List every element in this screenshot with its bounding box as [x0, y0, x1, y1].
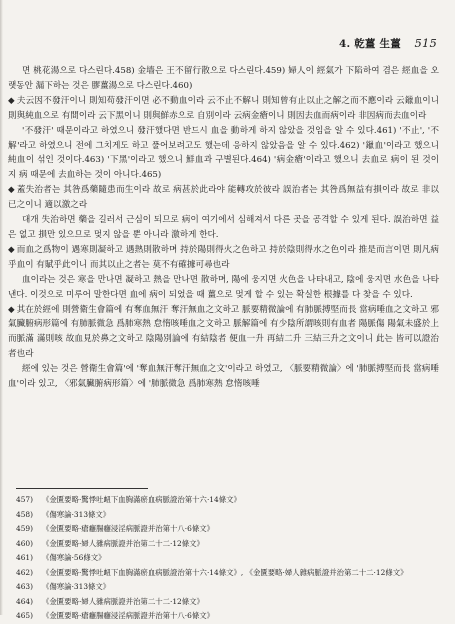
paragraph: 대개 失治하면 藥을 길러서 근심이 되므로 病이 여기에서 심해져서 다른 곳을 공격할 수 있게 된다. 誤治하면 益은 없고 損만 있으므로 멎지 않을 뿐 아니라 激하게 한다. — [8, 215, 439, 240]
footnotes — [16, 488, 439, 624]
footnote-text: 《金匱要略·瘡癰腸癰浸淫病脈證并治第十八·6條文》 — [42, 611, 214, 620]
footnote-number: 458) — [16, 509, 33, 519]
footnote — [16, 580, 439, 595]
diamond-bullet-icon: ◆ — [8, 95, 15, 106]
footnote-text: 《傷寒論·56條文》 — [42, 553, 106, 562]
page-gutter-shadow — [0, 0, 3, 615]
section-title: 4. 乾薑 生薑 — [339, 38, 401, 50]
footnote-number: 465) — [16, 611, 33, 620]
footnote — [16, 595, 439, 610]
footnote-text: 《金匱要略·驚悸吐衄下血胸滿瘀血病脈證治第十六·14條文》 — [42, 495, 241, 504]
paragraph: 血이라는 것은 寒을 만나면 凝하고 熱을 만나면 散하며, 陽에 웅지면 火色을 나타내고, 陰에 웅지면 水色을 나타낸다. 이것으로 미루어 말한다면 血에 病이 되었을 때 薑으로 멎게 할 수 있는 확실한 根據를 다 찾을 수 있다. — [8, 274, 439, 300]
diamond-bullet-icon: ◆ — [8, 304, 15, 315]
footnote-text: 《金匱要略·瘡癰腸癰浸淫病脈證并治第十八·6條文》 — [42, 524, 214, 533]
footnote — [16, 609, 439, 624]
running-header — [18, 36, 437, 51]
footnote-text: 《金匱要略·婦人雜病脈證并治第二十二·12條文》 — [42, 538, 204, 548]
footnote-text: 《傷寒論·313條文》 — [42, 509, 111, 519]
footnote — [16, 537, 439, 552]
paragraph: 經에 있는 것은 營衛生會篇'에 '奪血無汗奪汗無血之文'이라고 하였고, 〈脈要精微論〉에 '肺脈搏堅而長 當病唾血'이라 있고, 〈邪氣臟腑病形篇〉에 '肺脈微急 爲肺寒熱 怠惰咳唾 — [8, 364, 439, 390]
bullet-paragraph — [8, 303, 439, 363]
footnote-text: 《傷寒論·313條文》 — [42, 582, 111, 591]
footnote — [16, 493, 439, 508]
footnote-number: 462) — [16, 567, 33, 577]
footnote-number: 463) — [16, 582, 33, 591]
bullet-paragraph — [8, 183, 439, 213]
bullet-paragraph — [8, 243, 439, 273]
footnote-number: 459) — [16, 524, 33, 533]
paragraph: 면 桃花湯으로 다스린다.458) 金墻은 王不留行散으로 다스린다.459) 婦人이 經氣가 下陷하여 겸은 經血을 오랫동안 漏下하는 것은 膠薑湯으로 다스린다.460) — [8, 66, 439, 91]
bullet-paragraph — [8, 94, 439, 124]
diamond-bullet-icon: ◆ — [8, 185, 15, 196]
footnote — [16, 551, 439, 566]
paragraph-text: 而血之爲物이 遇寒則凝하고 遇熱則散하며 持於陽則得火之色하고 持於陰則得水之色이라 推是而言이면 則凡病乎血이 有賦乎此이니 而其以止之者는 莫不有確據可尋也라 — [8, 244, 440, 270]
paragraph: '不發汗' 때문이라고 하였으니 發汗했다면 반드시 血을 動하게 하지 않았을 것임을 알 수 있다.461) '不止', '不解'라고 하였으니 전에 그치게도 하고 풀어보려고도 했는데 응하지 않았음을 알 수 있다.462) '鑞血'이라고 했으니 純血이 섞인 것이다.463) '下黑'이라고 했으니 鮮血과 구별된다.464) '病金瘡'이라고 했으니 去血로 病이 된 것이지 病 때문에 去血하는 것이 아니다.465) — [8, 125, 439, 181]
paragraph-text: 其在於經에 則營衛生會篇에 有奪血無汗 奪汗無血之文하고 脈要精微論에 有肺脈搏堅而長 當病唾血之文하고 邪氣臟腑病形篇에 有肺脈微急 爲肺寒熱 怠惰咳唾血之文하고 脈解篇에 有少陰所謂咳則有血者 陽脈傷 陽氣未盛於上而脈滿 滿則咳 故血見於鼻之文하고 陰陽別論에 有結陰者 便血一升 再結二升 三結三升之文이니 此는 皆可以證治者也라 — [8, 304, 439, 360]
footnote-text: 《金匱要略·驚悸吐衄下血胸滿瘀血病脈證治第十六·14條文》, 《金匱要略·婦人雜病脈證并治第二十二·12條文》 — [42, 567, 408, 577]
page-number: 515 — [414, 36, 437, 50]
main-text — [8, 64, 439, 392]
footnote-text: 《金匱要略·婦人雜病脈證并治第二十二·12條文》 — [42, 596, 204, 606]
footnote — [16, 508, 439, 523]
footnote — [16, 522, 439, 537]
footnote-number: 461) — [16, 553, 33, 562]
footnote-number: 460) — [16, 538, 33, 548]
footnote-divider — [16, 488, 148, 489]
paragraph-text: 夫云因不發汗이니 則知苟發汗이면 必不動血이라 云不止不解니 則知曾有止以止之解之而不應이라 云鑞血이니 則與純血으로 有間이라 云下黑이니 則與鮮赤으로 自別이라 云病金瘡이니 則因去血而病이라 非因病而去血이라 — [8, 95, 440, 121]
diamond-bullet-icon: ◆ — [8, 244, 15, 255]
paragraph-text: 蓋失治者는 其咎爲藥隨患而生이라 故로 病甚於此라야 能轉攻於彼라 誤治者는 其咎爲無益有損이라 故로 非以已之이니 適以激之라 — [8, 185, 439, 211]
footnote-number: 457) — [16, 495, 33, 504]
footnote-number: 464) — [16, 596, 33, 606]
footnote — [16, 566, 439, 581]
